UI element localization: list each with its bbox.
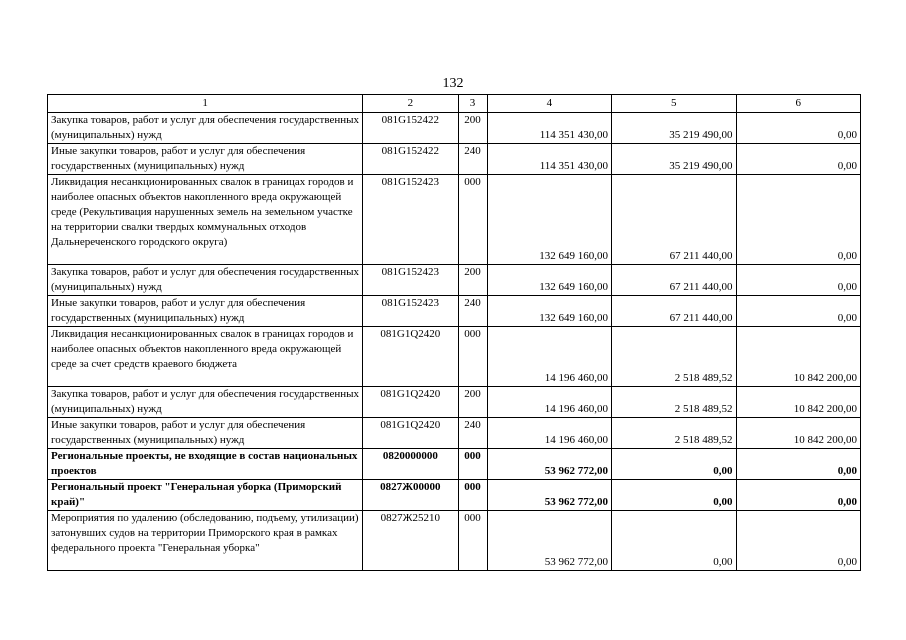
row-description: Закупка товаров, работ и услуг для обеспечения государственных (муниципальных) нужд: [48, 113, 363, 144]
row-code: 0827Ж00000: [363, 480, 458, 511]
row-code: 081G1Q2420: [363, 327, 458, 387]
column-header: 6: [736, 95, 861, 113]
row-value-col4: 114 351 430,00: [487, 144, 611, 175]
row-type: 240: [458, 418, 487, 449]
row-type: 240: [458, 296, 487, 327]
row-code: 0820000000: [363, 449, 458, 480]
row-value-col4: 14 196 460,00: [487, 418, 611, 449]
row-code: 081G152423: [363, 296, 458, 327]
row-type: 200: [458, 387, 487, 418]
column-header: 3: [458, 95, 487, 113]
row-code: 081G152422: [363, 144, 458, 175]
row-description: Иные закупки товаров, работ и услуг для обеспечения государственных (муниципальных) нужд: [48, 144, 363, 175]
row-description: Мероприятия по удалению (обследованию, подъему, утилизации) затонувших судов на территории Приморского края в рамках федерального проекта "Генеральная уборка": [48, 511, 363, 571]
row-description: Закупка товаров, работ и услуг для обеспечения государственных (муниципальных) нужд: [48, 387, 363, 418]
table-row: [48, 175, 861, 265]
row-value-col4: 14 196 460,00: [487, 387, 611, 418]
row-code: 081G1Q2420: [363, 418, 458, 449]
table-row: [48, 265, 861, 296]
row-description: Региональный проект "Генеральная уборка (Приморский край)": [48, 480, 363, 511]
row-description: Иные закупки товаров, работ и услуг для обеспечения государственных (муниципальных) нужд: [48, 296, 363, 327]
page-number: 132: [442, 76, 464, 91]
row-value-col5: 0,00: [612, 511, 736, 571]
row-value-col6: 10 842 200,00: [736, 387, 861, 418]
row-value-col5: 2 518 489,52: [612, 387, 736, 418]
column-header: 5: [612, 95, 736, 113]
table-row: [48, 327, 861, 387]
row-type: 000: [458, 175, 487, 265]
row-description: Ликвидация несанкционированных свалок в границах городов и наиболее опасных объектов накопленного вреда окружающей среде за счет средств краевого бюджета: [48, 327, 363, 387]
column-header: 2: [363, 95, 458, 113]
column-header: 4: [487, 95, 611, 113]
row-code: 081G152423: [363, 175, 458, 265]
row-value-col5: 0,00: [612, 449, 736, 480]
row-type: 240: [458, 144, 487, 175]
row-value-col6: 0,00: [736, 480, 861, 511]
row-code: 081G1Q2420: [363, 387, 458, 418]
row-value-col6: 10 842 200,00: [736, 327, 861, 387]
row-value-col6: 0,00: [736, 113, 861, 144]
row-value-col5: 2 518 489,52: [612, 327, 736, 387]
table-row: [48, 418, 861, 449]
table-row: [48, 449, 861, 480]
row-value-col5: 35 219 490,00: [612, 144, 736, 175]
table-row: [48, 296, 861, 327]
table-row: [48, 113, 861, 144]
row-type: 200: [458, 113, 487, 144]
row-type: 000: [458, 449, 487, 480]
row-value-col5: 35 219 490,00: [612, 113, 736, 144]
row-value-col4: 132 649 160,00: [487, 175, 611, 265]
table-row: [48, 511, 861, 571]
row-value-col6: 10 842 200,00: [736, 418, 861, 449]
row-value-col6: 0,00: [736, 265, 861, 296]
row-value-col4: 53 962 772,00: [487, 449, 611, 480]
row-value-col5: 67 211 440,00: [612, 175, 736, 265]
row-description: Ликвидация несанкционированных свалок в границах городов и наиболее опасных объектов накопленного вреда окружающей среде (Рекультивация нарушенных земель на земельном участке на территории свалки твердых коммунальных отходов Дальнереченского городского округа): [48, 175, 363, 265]
table-row: [48, 144, 861, 175]
row-description: Иные закупки товаров, работ и услуг для обеспечения государственных (муниципальных) нужд: [48, 418, 363, 449]
row-description: Закупка товаров, работ и услуг для обеспечения государственных (муниципальных) нужд: [48, 265, 363, 296]
row-type: 000: [458, 327, 487, 387]
column-header: 1: [48, 95, 363, 113]
budget-table: [47, 94, 861, 571]
row-value-col4: 14 196 460,00: [487, 327, 611, 387]
table-row: [48, 480, 861, 511]
row-value-col6: 0,00: [736, 449, 861, 480]
row-value-col4: 114 351 430,00: [487, 113, 611, 144]
row-value-col5: 2 518 489,52: [612, 418, 736, 449]
row-type: 200: [458, 265, 487, 296]
row-code: 0827Ж25210: [363, 511, 458, 571]
row-value-col6: 0,00: [736, 511, 861, 571]
row-value-col6: 0,00: [736, 144, 861, 175]
row-code: 081G152423: [363, 265, 458, 296]
row-value-col5: 67 211 440,00: [612, 265, 736, 296]
row-value-col6: 0,00: [736, 296, 861, 327]
row-code: 081G152422: [363, 113, 458, 144]
row-value-col4: 53 962 772,00: [487, 511, 611, 571]
row-value-col4: 132 649 160,00: [487, 296, 611, 327]
row-type: 000: [458, 480, 487, 511]
row-value-col6: 0,00: [736, 175, 861, 265]
row-description: Региональные проекты, не входящие в состав национальных проектов: [48, 449, 363, 480]
table-row: [48, 387, 861, 418]
row-type: 000: [458, 511, 487, 571]
table-header-row: [48, 95, 861, 113]
row-value-col5: 67 211 440,00: [612, 296, 736, 327]
row-value-col4: 132 649 160,00: [487, 265, 611, 296]
row-value-col5: 0,00: [612, 480, 736, 511]
row-value-col4: 53 962 772,00: [487, 480, 611, 511]
